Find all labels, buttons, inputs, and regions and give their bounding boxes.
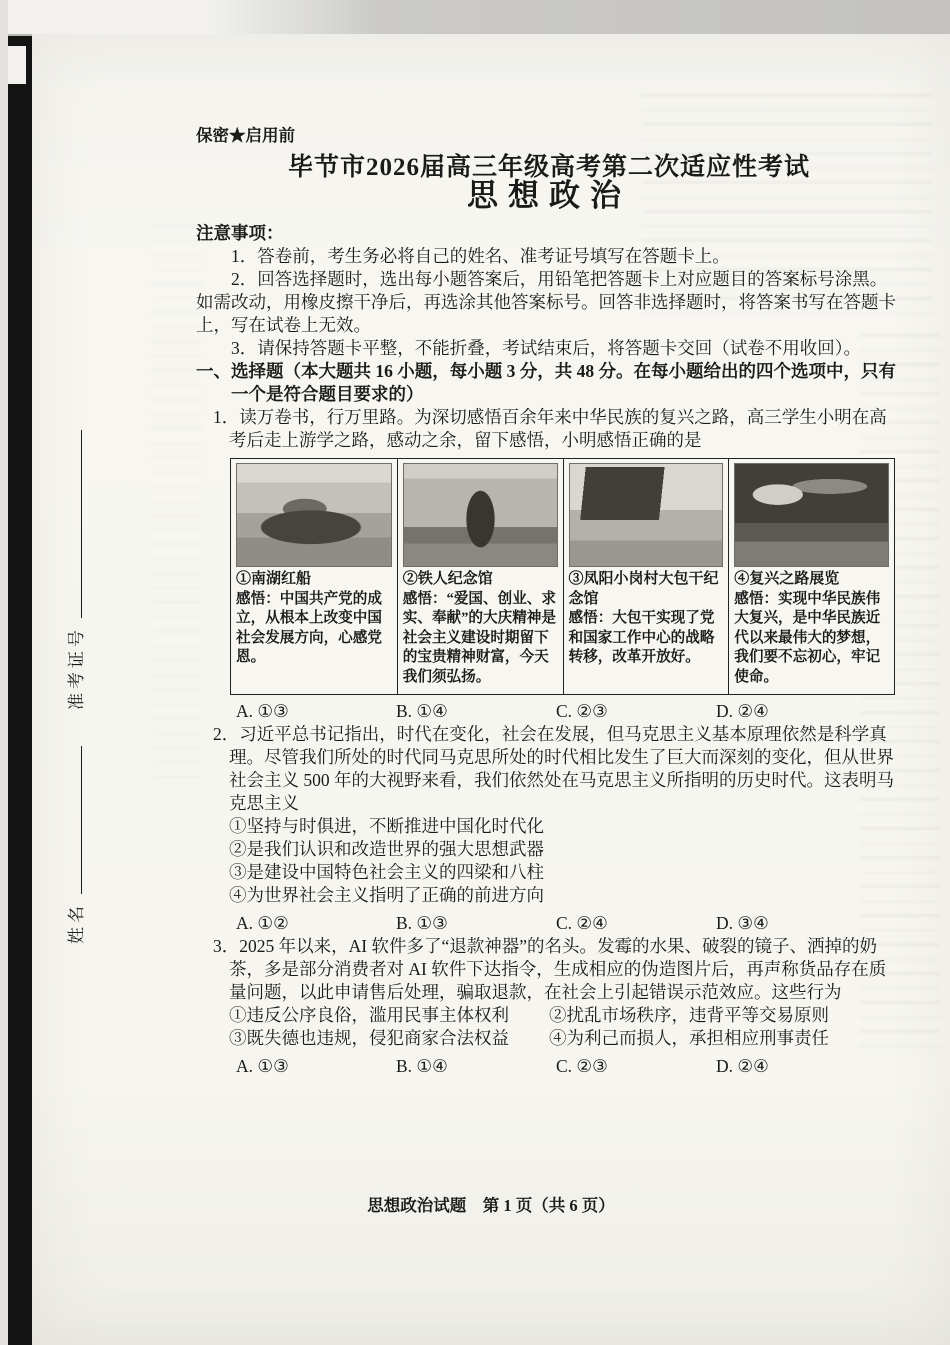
q1-cell-3-note: 感悟：大包干实现了党和国家工作中心的战略转移，改革开放好。 [568,610,715,666]
q2-options [196,912,902,935]
q1-option-c: C. ②③ [556,701,608,721]
q3-options [196,1055,902,1078]
q2-item-1: ①坚持与时俱进，不断推进中国化时代化 [229,816,544,836]
q1-option-b: B. ①④ [396,701,448,721]
q2-option-d: D. ③④ [716,913,769,933]
exam-number-blank-line [67,430,82,618]
scan-left-edge [0,0,8,1345]
q3-items-row-1 [196,1004,902,1027]
q1-cell-1-title: ①南湖红船 [236,571,312,587]
q2-item-4: ④为世界社会主义指明了正确的前进方向 [229,885,544,905]
name-field [66,746,88,944]
q1-cell-3-title: ③凤阳小岗村大包干纪念馆 [568,571,719,607]
q2-option-a: A. ①② [236,913,289,933]
q1-option-a: A. ①③ [236,701,289,721]
q3-option-a: A. ①③ [236,1056,289,1076]
q3-option-b: B. ①④ [396,1056,448,1076]
scan-left-notch [8,46,26,84]
scan-left-black-strip [8,36,32,1345]
exam-title: 毕节市2026届高三年级高考第二次适应性考试 [287,154,810,181]
q1-cell-4-title: ④复兴之路展览 [734,571,840,587]
q2-option-b: B. ①③ [396,913,448,933]
confidential-stamp: 保密★启用前 [196,126,295,145]
exam-paper [32,34,950,1345]
q1-cell-3 [563,459,729,694]
section-one-heading: 一、选择题（本大题共 16 小题，每小题 3 分，共 48 分。在每小题给出的四个选项中，只有一个是符合题目要求的） [196,361,896,404]
name-blank-line [67,746,82,894]
fuxing-road-exhibition-photo [734,463,889,567]
name-label: 姓名 [67,902,86,944]
notice-item-1: 1．答卷前，考生务必将自己的姓名、准考证号填写在答题卡上。 [231,246,730,266]
q3-option-d: D. ②④ [716,1056,769,1076]
q2-option-c: C. ②④ [556,913,608,933]
exam-number-field [66,430,88,710]
bleed-through-artifact [152,224,202,784]
notice-item-3: 3．请保持答题卡平整，不能折叠，考试结束后，将答题卡交回（试卷不用收回）。 [231,338,861,358]
q1-cell-2-title: ②铁人纪念馆 [402,571,493,587]
q3-item-4: ④为利己而损人，承担相应刑事责任 [549,1028,829,1048]
scan-top-edge [0,0,950,34]
exam-content [196,124,902,1078]
q1-cell-2-note: 感悟：“爱国、创业、求实、奉献”的大庆精神是社会主义建设时期留下的宝贵精神财富，今天我们须弘扬。 [402,590,556,685]
q1-cell-4-note: 感悟：实现中华民族伟大复兴，是中华民族近代以来最伟大的梦想，我们要不忘初心，牢记使命。 [734,590,881,685]
q1-cell-4 [728,459,894,694]
q2-stem: 2．习近平总书记指出，时代在变化，社会在发展，但马克思主义基本原理依然是科学真理。尽管我们所处的时代同马克思所处的时代相比发生了巨大而深刻的变化，但从世界社会主义 500 年的大视野来看，我们依然处在马克思主义所指明的历史时代。这表明马克思主义 [213,724,894,813]
q2-item-3: ③是建设中国特色社会主义的四梁和八柱 [229,862,544,882]
exam-number-label: 准考证号 [67,626,86,710]
q3-item-1: ①违反公序良俗，滥用民事主体权利 [229,1005,509,1025]
q1-option-d: D. ②④ [716,701,769,721]
q3-items-row-2 [196,1027,902,1050]
q3-option-c: C. ②③ [556,1056,608,1076]
notices-heading: 注意事项： [196,223,284,243]
iron-man-memorial-photo [403,463,558,567]
q1-image-table [230,458,895,695]
q3-item-3: ③既失德也违规，侵犯商家合法权益 [229,1028,509,1048]
q2-item-2: ②是我们认识和改造世界的强大思想武器 [229,839,544,859]
q1-cell-2 [397,459,563,694]
nanhu-red-boat-photo [236,463,392,567]
xiaogang-village-memorial-photo [569,463,724,567]
q3-item-2: ②扰乱市场秩序，违背平等交易原则 [549,1005,829,1025]
exam-subject: 思想政治 [467,178,631,213]
q3-stem: 3．2025 年以来，AI 软件多了“退款神器”的名头。发霉的水果、破裂的镜子、洒掉的奶茶，多是部分消费者对 AI 软件下达指令，生成相应的伪造图片后，再声称货品存在质量问题，以此申请售后处理，骗取退款，在社会上引起错误示范效应。这些行为 [213,936,887,1002]
q1-cell-1 [231,459,397,694]
notice-item-2: 2．回答选择题时，选出每小题答案后，用铅笔把答题卡上对应题目的答案标号涂黑。如需改动，用橡皮擦干净后，再选涂其他答案标号。回答非选择题时，将答案书写在答题卡上，写在试卷上无效。 [196,269,896,335]
q1-stem: 1．读万卷书，行万里路。为深切感悟百余年来中华民族的复兴之路，高三学生小明在高考后走上游学之路，感动之余，留下感悟，小明感悟正确的是 [213,407,887,450]
q1-options [196,700,902,723]
q1-cell-1-note: 感悟：中国共产党的成立，从根本上改变中国社会发展方向，心感党恩。 [236,590,382,666]
page-footer: 思想政治试题 第 1 页（共 6 页） [367,1196,615,1215]
